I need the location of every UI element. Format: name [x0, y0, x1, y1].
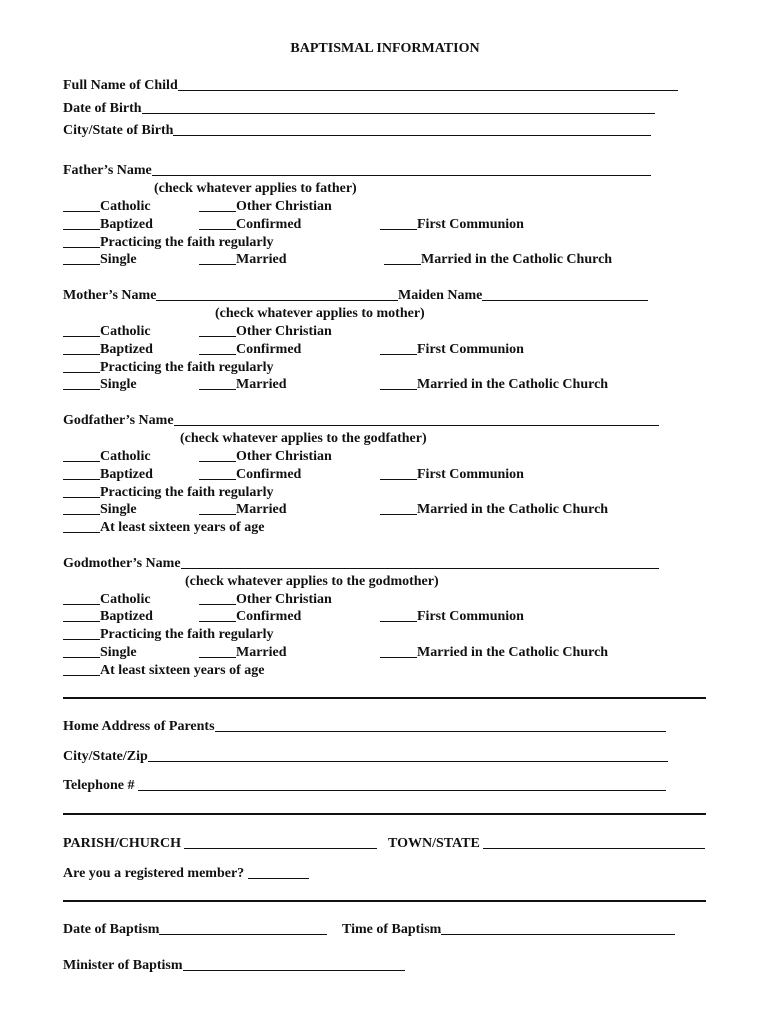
father-single-checkbox[interactable]: [63, 251, 137, 268]
option-label: Single: [100, 252, 137, 267]
option-label: Practicing the faith regularly: [100, 485, 274, 500]
section-divider: [63, 900, 706, 902]
option-label: Married in the Catholic Church: [417, 377, 609, 392]
godmother-catholic-checkbox[interactable]: [63, 591, 151, 608]
town-state-field[interactable]: [388, 835, 705, 852]
father-married-catholic-checkbox[interactable]: [384, 251, 612, 268]
option-label: Practicing the faith regularly: [100, 235, 274, 250]
option-label: Married: [236, 645, 287, 660]
maiden-name-label: Maiden Name: [398, 288, 483, 303]
date-of-birth-label: Date of Birth: [63, 101, 142, 116]
date-of-baptism-field[interactable]: [63, 921, 327, 938]
check-blank[interactable]: [63, 211, 100, 212]
father-confirmed-checkbox[interactable]: [199, 216, 301, 233]
godfather-married-catholic-checkbox[interactable]: [380, 501, 608, 518]
date-of-baptism-label: Date of Baptism: [63, 922, 160, 937]
option-label: Catholic: [100, 324, 151, 339]
godmother-first-communion-checkbox[interactable]: [380, 608, 524, 625]
home-address-label: Home Address of Parents: [63, 719, 215, 734]
date-of-birth-field[interactable]: [63, 100, 655, 117]
check-blank[interactable]: [199, 389, 236, 390]
mother-confirmed-checkbox[interactable]: [199, 341, 301, 358]
city-state-birth-line[interactable]: [173, 135, 651, 136]
godmother-confirmed-checkbox[interactable]: [199, 608, 301, 625]
father-name-line[interactable]: [152, 175, 651, 176]
mother-name-line[interactable]: [156, 300, 398, 301]
father-catholic-checkbox[interactable]: [63, 198, 151, 215]
godfather-check-note: (check whatever applies to the godfather): [180, 431, 427, 446]
father-name-field[interactable]: [63, 162, 651, 179]
godmother-check-note: (check whatever applies to the godmother): [185, 574, 439, 589]
option-label: Practicing the faith regularly: [100, 627, 274, 642]
home-address-line[interactable]: [215, 731, 666, 732]
page-title: BAPTISMAL INFORMATION: [290, 41, 480, 56]
home-address-field[interactable]: [63, 718, 666, 735]
godfather-name-line[interactable]: [174, 425, 659, 426]
option-label: Other Christian: [236, 199, 332, 214]
mother-name-field[interactable]: [63, 287, 398, 304]
option-label: Baptized: [100, 609, 153, 624]
check-blank[interactable]: [63, 604, 100, 605]
check-blank[interactable]: [380, 354, 417, 355]
city-state-zip-field[interactable]: [63, 748, 668, 765]
telephone-line[interactable]: [138, 790, 666, 791]
check-blank[interactable]: [63, 229, 100, 230]
check-blank[interactable]: [63, 247, 100, 248]
check-blank[interactable]: [199, 514, 236, 515]
option-label: First Communion: [417, 342, 524, 357]
check-blank[interactable]: [199, 604, 236, 605]
option-label: First Communion: [417, 217, 524, 232]
check-blank[interactable]: [380, 657, 417, 658]
check-blank[interactable]: [63, 461, 100, 462]
registered-member-line[interactable]: [248, 878, 309, 879]
option-label: Single: [100, 645, 137, 660]
check-blank[interactable]: [380, 621, 417, 622]
check-blank[interactable]: [63, 639, 100, 640]
check-blank[interactable]: [63, 389, 100, 390]
godfather-confirmed-checkbox[interactable]: [199, 466, 301, 483]
mother-first-communion-checkbox[interactable]: [380, 341, 524, 358]
check-blank[interactable]: [380, 479, 417, 480]
registered-member-field[interactable]: [63, 865, 309, 882]
option-label: Married in the Catholic Church: [417, 502, 609, 517]
father-first-communion-checkbox[interactable]: [380, 216, 524, 233]
option-label: Baptized: [100, 467, 153, 482]
check-blank[interactable]: [63, 354, 100, 355]
option-label: At least sixteen years of age: [100, 663, 265, 678]
time-of-baptism-line[interactable]: [441, 934, 675, 935]
godfather-name-label: Godfather’s Name: [63, 413, 174, 428]
check-blank[interactable]: [199, 354, 236, 355]
option-label: Married in the Catholic Church: [421, 252, 613, 267]
section-divider: [63, 813, 706, 815]
godmother-married-checkbox[interactable]: [199, 644, 287, 661]
option-label: First Communion: [417, 467, 524, 482]
time-of-baptism-field[interactable]: [342, 921, 675, 938]
check-blank[interactable]: [199, 479, 236, 480]
section-divider: [63, 697, 706, 699]
check-blank[interactable]: [63, 372, 100, 373]
check-blank[interactable]: [63, 514, 100, 515]
minister-of-baptism-field[interactable]: [63, 957, 405, 974]
registered-member-label: Are you a registered member?: [63, 866, 248, 881]
godfather-sixteen-checkbox[interactable]: [63, 519, 264, 536]
check-blank[interactable]: [63, 479, 100, 480]
godfather-catholic-checkbox[interactable]: [63, 448, 151, 465]
godfather-first-communion-checkbox[interactable]: [380, 466, 524, 483]
child-full-name-label: Full Name of Child: [63, 78, 178, 93]
father-practicing-checkbox[interactable]: [63, 234, 274, 251]
option-label: Single: [100, 502, 137, 517]
option-label: Practicing the faith regularly: [100, 360, 274, 375]
check-blank[interactable]: [384, 264, 421, 265]
check-blank[interactable]: [63, 336, 100, 337]
option-label: Confirmed: [236, 217, 302, 232]
option-label: At least sixteen years of age: [100, 520, 265, 535]
mother-married-catholic-checkbox[interactable]: [380, 376, 608, 393]
godfather-practicing-checkbox[interactable]: [63, 484, 274, 501]
option-label: Confirmed: [236, 467, 302, 482]
godfather-name-field[interactable]: [63, 412, 659, 429]
option-label: Married in the Catholic Church: [417, 645, 609, 660]
check-blank[interactable]: [63, 657, 100, 658]
godmother-married-catholic-checkbox[interactable]: [380, 644, 608, 661]
check-blank[interactable]: [199, 621, 236, 622]
option-label: Catholic: [100, 592, 151, 607]
mother-check-note: (check whatever applies to mother): [215, 306, 425, 321]
father-check-note: (check whatever applies to father): [154, 181, 357, 196]
check-blank[interactable]: [199, 461, 236, 462]
check-blank[interactable]: [199, 657, 236, 658]
check-blank[interactable]: [63, 532, 100, 533]
parish-church-label: PARISH/CHURCH: [63, 836, 185, 851]
maiden-name-line[interactable]: [482, 300, 648, 301]
option-label: Other Christian: [236, 592, 332, 607]
option-label: Confirmed: [236, 609, 302, 624]
mother-single-checkbox[interactable]: [63, 376, 137, 393]
check-blank[interactable]: [199, 211, 236, 212]
mother-catholic-checkbox[interactable]: [63, 323, 151, 340]
maiden-name-field[interactable]: [398, 287, 648, 304]
check-blank[interactable]: [380, 389, 417, 390]
option-label: Catholic: [100, 449, 151, 464]
mother-other-christian-checkbox[interactable]: [199, 323, 332, 340]
option-label: Other Christian: [236, 324, 332, 339]
minister-of-baptism-label: Minister of Baptism: [63, 958, 183, 973]
parish-church-field[interactable]: [63, 835, 377, 852]
godmother-other-christian-checkbox[interactable]: [199, 591, 332, 608]
city-state-zip-label: City/State/Zip: [63, 749, 148, 764]
godfather-single-checkbox[interactable]: [63, 501, 137, 518]
godfather-baptized-checkbox[interactable]: [63, 466, 153, 483]
time-of-baptism-label: Time of Baptism: [342, 922, 442, 937]
option-label: First Communion: [417, 609, 524, 624]
father-other-christian-checkbox[interactable]: [199, 198, 332, 215]
parish-church-line[interactable]: [184, 848, 377, 849]
mother-married-checkbox[interactable]: [199, 376, 287, 393]
godfather-married-checkbox[interactable]: [199, 501, 287, 518]
child-full-name-line[interactable]: [178, 90, 678, 91]
option-label: Other Christian: [236, 449, 332, 464]
father-name-label: Father’s Name: [63, 163, 152, 178]
minister-of-baptism-line[interactable]: [183, 970, 405, 971]
mother-practicing-checkbox[interactable]: [63, 359, 274, 376]
telephone-field[interactable]: [63, 777, 666, 794]
option-label: Married: [236, 377, 287, 392]
check-blank[interactable]: [63, 497, 100, 498]
mother-baptized-checkbox[interactable]: [63, 341, 153, 358]
check-blank[interactable]: [199, 229, 236, 230]
check-blank[interactable]: [199, 264, 236, 265]
city-state-birth-field[interactable]: [63, 122, 651, 139]
godfather-other-christian-checkbox[interactable]: [199, 448, 332, 465]
father-baptized-checkbox[interactable]: [63, 216, 153, 233]
check-blank[interactable]: [380, 514, 417, 515]
godmother-sixteen-checkbox[interactable]: [63, 662, 264, 679]
date-of-birth-line[interactable]: [142, 113, 655, 114]
godmother-single-checkbox[interactable]: [63, 644, 137, 661]
godmother-name-label: Godmother’s Name: [63, 556, 181, 571]
option-label: Baptized: [100, 342, 153, 357]
option-label: Single: [100, 377, 137, 392]
godmother-name-field[interactable]: [63, 555, 659, 572]
godmother-baptized-checkbox[interactable]: [63, 608, 153, 625]
check-blank[interactable]: [63, 264, 100, 265]
city-state-zip-line[interactable]: [148, 761, 668, 762]
godmother-name-line[interactable]: [181, 568, 659, 569]
town-state-label: TOWN/STATE: [388, 836, 484, 851]
option-label: Married: [236, 252, 287, 267]
check-blank[interactable]: [380, 229, 417, 230]
check-blank[interactable]: [63, 621, 100, 622]
option-label: Married: [236, 502, 287, 517]
mother-name-label: Mother’s Name: [63, 288, 157, 303]
godmother-practicing-checkbox[interactable]: [63, 626, 274, 643]
option-label: Confirmed: [236, 342, 302, 357]
city-state-birth-label: City/State of Birth: [63, 123, 174, 138]
father-married-checkbox[interactable]: [199, 251, 287, 268]
child-full-name-field[interactable]: [63, 77, 678, 94]
town-state-line[interactable]: [483, 848, 705, 849]
check-blank[interactable]: [199, 336, 236, 337]
telephone-label: Telephone #: [63, 778, 138, 793]
option-label: Baptized: [100, 217, 153, 232]
option-label: Catholic: [100, 199, 151, 214]
date-of-baptism-line[interactable]: [159, 934, 327, 935]
check-blank[interactable]: [63, 675, 100, 676]
